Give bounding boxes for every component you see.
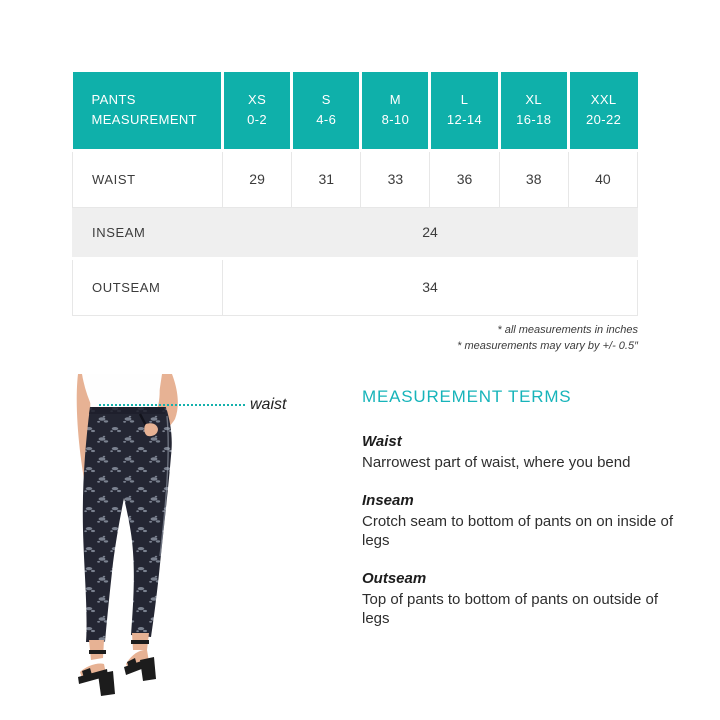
- header-pants-measurement: [73, 72, 223, 150]
- header-label-line2: MEASUREMENT: [91, 112, 198, 128]
- waist-value-xs: 29: [223, 150, 292, 207]
- term-item-outseam: [362, 570, 674, 629]
- waist-line-label: waist: [250, 396, 287, 413]
- term-definition: Top of pants to bottom of pants on outside of legs: [362, 590, 659, 627]
- outseam-value-all-sizes: 34: [223, 258, 638, 315]
- waist-dotted-line: [99, 404, 245, 406]
- table-header-row: [73, 72, 638, 150]
- table-row-inseam: [73, 207, 638, 258]
- size-table-section: [72, 72, 638, 355]
- term-definition: Narrowest part of waist, where you bend: [362, 454, 631, 471]
- header-size-m: [361, 72, 430, 150]
- waist-value-m: 33: [361, 150, 430, 207]
- footnote-units: * all measurements in inches: [497, 323, 638, 336]
- header-size-xl: [499, 72, 568, 150]
- header-size-xs: [223, 72, 292, 150]
- size-name: XXL: [590, 92, 617, 108]
- row-label-waist: WAIST: [73, 150, 223, 207]
- size-range: 16-18: [516, 112, 552, 128]
- term-name: Inseam: [362, 491, 414, 509]
- footnotes: [72, 322, 638, 355]
- header-size-l: [430, 72, 499, 150]
- term-item-waist: [362, 433, 674, 473]
- size-name: M: [389, 92, 401, 108]
- size-range: 0-2: [247, 112, 268, 128]
- model-left-heel: [98, 671, 115, 696]
- model-photo: [70, 374, 238, 706]
- model-pants: [83, 407, 172, 642]
- table-row-waist: [73, 150, 638, 207]
- waist-value-xxl: 40: [568, 150, 637, 207]
- row-label-inseam: INSEAM: [73, 207, 223, 258]
- size-range: 12-14: [446, 112, 483, 128]
- term-name: Outseam: [362, 569, 427, 587]
- header-size-s: [292, 72, 361, 150]
- size-range: 4-6: [316, 112, 337, 128]
- footnote-tolerance: * measurements may vary by +/- 0.5″: [457, 340, 638, 352]
- measurement-terms-section: [362, 387, 674, 648]
- size-name: XS: [248, 92, 267, 108]
- term-item-inseam: [362, 492, 674, 551]
- waist-value-xl: 38: [499, 150, 568, 207]
- size-range: 20-22: [586, 112, 622, 128]
- size-range: 8-10: [381, 112, 410, 128]
- size-name: XL: [525, 92, 543, 108]
- size-name: S: [321, 92, 331, 108]
- term-definition: Crotch seam to bottom of pants on on inside of legs: [362, 512, 674, 549]
- header-size-xxl: [568, 72, 637, 150]
- header-label-line1: PANTS: [91, 92, 136, 108]
- model-right-heel: [140, 657, 156, 681]
- term-name: Waist: [362, 433, 402, 450]
- row-label-outseam: OUTSEAM: [73, 258, 223, 315]
- inseam-value-all-sizes: 24: [223, 207, 638, 258]
- model-illustration: [70, 374, 238, 706]
- size-table: [72, 72, 638, 316]
- waist-value-s: 31: [292, 150, 361, 207]
- terms-title: MEASUREMENT TERMS: [362, 387, 572, 406]
- waist-value-l: 36: [430, 150, 499, 207]
- table-row-outseam: [73, 258, 638, 315]
- size-name: L: [460, 92, 469, 108]
